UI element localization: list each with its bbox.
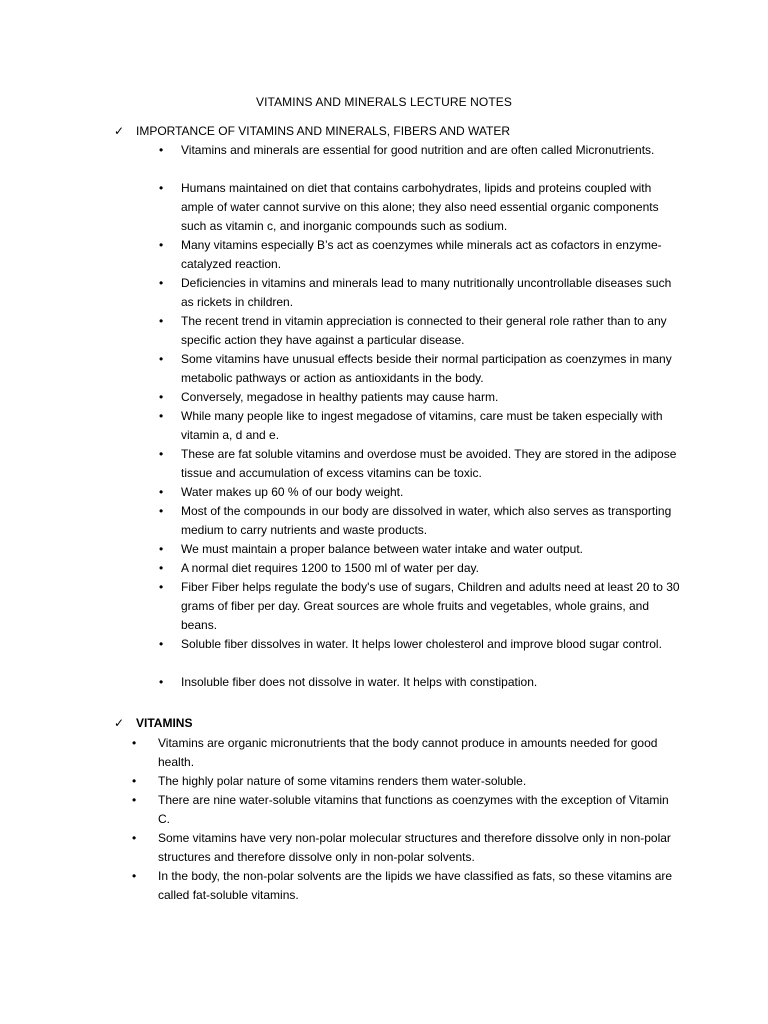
list-item: [132, 772, 678, 791]
section-heading-text: VITAMINS: [136, 716, 193, 730]
list-item-text: Many vitamins especially B’s act as coenzymes while minerals act as cofactors in enzyme-catalyzed reaction.: [181, 238, 662, 272]
bullet-icon: •: [159, 504, 164, 518]
list-item: [159, 502, 681, 540]
bullet-icon: •: [132, 869, 137, 883]
list-item: [159, 312, 681, 350]
list-item-text: In the body, the non-polar solvents are the lipids we have classified as fats, so these vitamins are called fat-soluble vitamins.: [158, 869, 673, 903]
bullet-icon: •: [132, 831, 137, 845]
checkmark-icon: ✓: [114, 124, 125, 138]
bullet-icon: •: [159, 542, 164, 556]
bullet-icon: •: [132, 736, 137, 750]
bullet-icon: •: [159, 390, 164, 404]
bullet-icon: •: [159, 675, 164, 689]
checkmark-icon: ✓: [114, 716, 125, 730]
list-item: [132, 734, 678, 772]
list-item-text: Some vitamins have unusual effects beside their normal participation as coenzymes in many metabolic pathways or action as antioxidants in the body.: [181, 352, 672, 386]
list-item: [159, 350, 681, 388]
list-item: [159, 635, 681, 673]
bullet-icon: •: [132, 793, 137, 807]
list-item: [159, 179, 681, 236]
bullet-icon: •: [159, 485, 164, 499]
bullet-icon: •: [159, 447, 164, 461]
list-item-text: The highly polar nature of some vitamins renders them water-soluble.: [158, 774, 527, 788]
list-item-text: Vitamins are organic micronutrients that the body cannot produce in amounts needed for good health.: [158, 736, 658, 770]
list-item-text: Soluble fiber dissolves in water. It helps lower cholesterol and improve blood sugar control.: [181, 637, 662, 651]
list-item: [159, 445, 681, 483]
bullet-icon: •: [159, 561, 164, 575]
bullet-icon: •: [159, 143, 164, 157]
list-item: [159, 483, 681, 502]
bullet-icon: •: [159, 352, 164, 366]
list-item-text: Insoluble fiber does not dissolve in water. It helps with constipation.: [181, 675, 538, 689]
section-heading-text: IMPORTANCE OF VITAMINS AND MINERALS, FIBERS AND WATER: [136, 124, 511, 138]
list-item: [159, 407, 681, 445]
list-item-text: There are nine water-soluble vitamins that functions as coenzymes with the exception of Vitamin C.: [158, 793, 669, 827]
bullet-icon: •: [159, 238, 164, 252]
bullet-icon: •: [159, 276, 164, 290]
list-item-text: Vitamins and minerals are essential for good nutrition and are often called Micronutrients.: [181, 143, 655, 157]
list-item: [132, 791, 678, 829]
bullet-icon: •: [159, 580, 164, 594]
list-item-text: Most of the compounds in our body are dissolved in water, which also serves as transporting medium to carry nutrients and waste products.: [181, 504, 672, 538]
list-item: [159, 578, 681, 635]
bullet-icon: •: [159, 314, 164, 328]
document-title: VITAMINS AND MINERALS LECTURE NOTES: [256, 95, 512, 109]
list-item: [159, 559, 681, 578]
list-item-text: Conversely, megadose in healthy patients may cause harm.: [181, 390, 499, 404]
bullet-icon: •: [159, 637, 164, 651]
list-item-text: Some vitamins have very non-polar molecular structures and therefore dissolve only in non-polar structures and therefore dissolve only in non-polar solvents.: [158, 831, 671, 865]
list-item-text: The recent trend in vitamin appreciation is connected to their general role rather than to any specific action they have against a particular disease.: [181, 314, 667, 348]
bullet-icon: •: [159, 181, 164, 195]
vitamins-list: [132, 734, 678, 905]
list-item-text: We must maintain a proper balance between water intake and water output.: [181, 542, 584, 556]
bullet-icon: •: [159, 409, 164, 423]
bullet-icon: •: [132, 774, 137, 788]
list-item-text: While many people like to ingest megadose of vitamins, care must be taken especially with vitamin a, d and e.: [181, 409, 663, 443]
list-item: [159, 274, 681, 312]
list-item-text: These are fat soluble vitamins and overdose must be avoided. They are stored in the adipose tissue and accumulation of excess vitamins can be toxic.: [181, 447, 677, 481]
importance-list: [159, 141, 681, 692]
list-item: [159, 388, 681, 407]
list-item-text: A normal diet requires 1200 to 1500 ml of water per day.: [181, 561, 479, 575]
list-item: [132, 867, 678, 905]
list-item: [159, 540, 681, 559]
list-item-text: Humans maintained on diet that contains carbohydrates, lipids and proteins coupled with ample of water cannot survive on this alone; they also need essential organic components such as vitamin c, and inorganic compounds such as sodium.: [181, 181, 659, 234]
list-item: [132, 829, 678, 867]
list-item: [159, 141, 681, 179]
list-item-text: Fiber Fiber helps regulate the body's use of sugars, Children and adults need at least 20 to 30 grams of fiber per day. Great sources are whole fruits and vegetables, whole grains, and beans.: [181, 580, 680, 633]
list-item-text: Deficiencies in vitamins and minerals lead to many nutritionally uncontrollable diseases such as rickets in children.: [181, 276, 672, 310]
list-item-text: Water makes up 60 % of our body weight.: [181, 485, 404, 499]
list-item: [159, 236, 681, 274]
list-item: [159, 673, 681, 692]
